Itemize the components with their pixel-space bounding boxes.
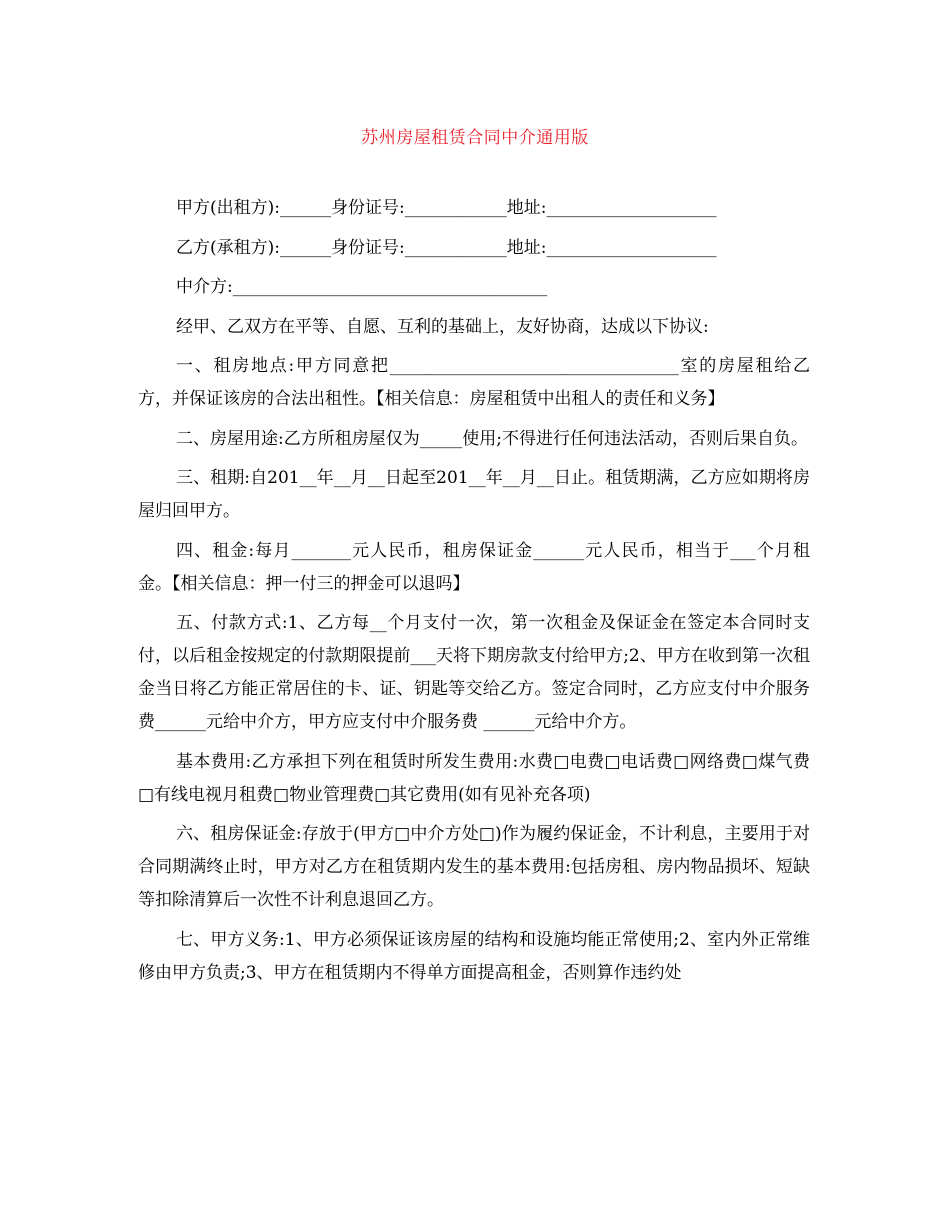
contract-body [138,192,810,996]
preamble-paragraph: 经甲、乙双方在平等、自愿、互利的基础上，友好协商，达成以下协议: [176,316,709,337]
party-a-line: 甲方(出租方):______身份证号:____________地址:____________________ [176,198,717,218]
document-title: 苏州房屋租赁合同中介通用版 [361,128,589,148]
clause-3-term: 三、租期:自201__年__月__日起至201__年__月__日止。租赁期满，乙方应如期将房屋归回甲方。 [138,468,810,521]
clause-7-landlord-duties: 七、甲方义务:1、甲方必须保证该房屋的结构和设施均能正常使用;2、室内外正常维修由甲方负责;3、甲方在租赁期内不得单方面提高租金，否则算作违约处 [138,929,810,983]
clause-2-usage: 二、房屋用途:乙方所租房屋仅为_____使用;不得进行任何违法活动，否则后果自负。 [176,428,808,449]
party-b-line: 乙方(承租方):______身份证号:____________地址:____________________ [176,237,717,258]
agent-line: 中介方:_____________________________________ [176,277,548,297]
clause-4-rent: 四、租金:每月_______元人民币，租房保证金______元人民币，相当于___个月租金。【相关信息：押一付三的押金可以退吗】 [138,540,810,594]
basic-fees-paragraph: 基本费用:乙方承担下列在租赁时所发生费用:水费□电费□电话费□网络费□煤气费□有线电视月租费□物业管理费□其它费用(如有见补充各项) [138,751,810,805]
clause-1-location: 一、租房地点:甲方同意把__________________________________室的房屋租给乙方，并保证该房的合法出租性。【相关信息：房屋租赁中出租人的责任和义务】 [138,356,810,409]
clause-5-payment: 五、付款方式:1、乙方每__个月支付一次，第一次租金及保证金在签定本合同时支付，以后租金按规定的付款期限提前___天将下期房款支付给甲方;2、甲方在收到第一次租金当日将乙方能正常居住的卡、证、钥匙等交给乙方。签定合同时，乙方应支付中介服务费______元给中介方，甲方应支付中介服务费 ______元给中介方。 [138,613,810,732]
clause-6-deposit: 六、租房保证金:存放于(甲方□中介方处□)作为履约保证金，不计利息，主要用于对合同期满终止时，甲方对乙方在租赁期内发生的基本费用:包括房租、房内物品损坏、短缺等扣除清算后一次性不计利息退回乙方。 [138,824,810,910]
